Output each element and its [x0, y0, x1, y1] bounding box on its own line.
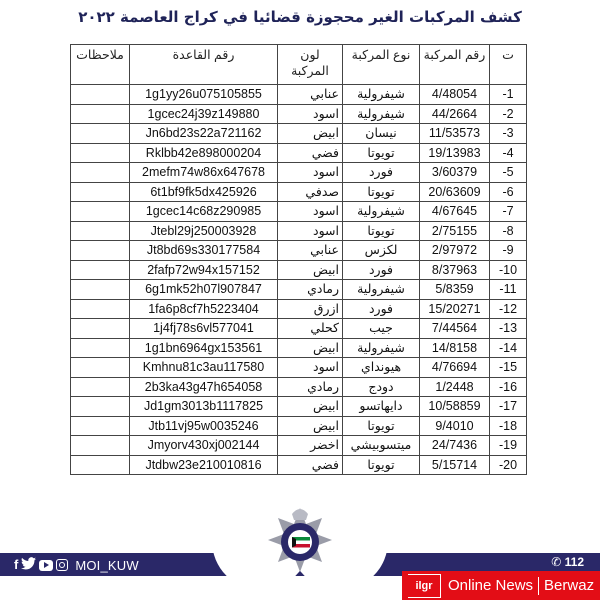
plate-number-cell: 19/13983 [420, 143, 490, 163]
row-index: -14 [490, 338, 527, 358]
vehicle-color-cell: اسود [278, 104, 343, 124]
table-row [71, 299, 527, 319]
row-index: -6 [490, 182, 527, 202]
vehicle-color-cell: ابيض [278, 338, 343, 358]
social-handle[interactable]: MOI_KUW [75, 557, 139, 573]
vehicle-color-cell: اسود [278, 221, 343, 241]
vehicle-color-cell: اسود [278, 358, 343, 378]
watermark-divider [538, 577, 539, 595]
kuwait-police-badge [262, 502, 338, 578]
notes-cell [71, 124, 130, 144]
row-index: -12 [490, 299, 527, 319]
table-row [71, 124, 527, 144]
table-row [71, 163, 527, 183]
vehicle-color-cell: اسود [278, 202, 343, 222]
vehicle-color-cell: اخضر [278, 436, 343, 456]
row-index: -5 [490, 163, 527, 183]
table-row [71, 221, 527, 241]
chassis-number-cell: 1g1yy26u075105855 [130, 85, 278, 105]
notes-cell [71, 436, 130, 456]
vehicle-type-cell: شيفرولية [343, 338, 420, 358]
vehicle-type-cell: دايهاتسو [343, 397, 420, 417]
row-index: -13 [490, 319, 527, 339]
notes-cell [71, 455, 130, 475]
vehicle-type-cell: فورد [343, 260, 420, 280]
header-chassis-number: رقم القاعدة [130, 45, 278, 85]
notes-cell [71, 299, 130, 319]
notes-cell [71, 338, 130, 358]
vehicle-type-cell: شيفرولية [343, 280, 420, 300]
chassis-number-cell: Rklbb42e898000204 [130, 143, 278, 163]
chassis-number-cell: 2b3ka43g47h654058 [130, 377, 278, 397]
table-row [71, 319, 527, 339]
plate-number-cell: 11/53573 [420, 124, 490, 144]
vehicle-type-cell: فورد [343, 163, 420, 183]
table-row [71, 416, 527, 436]
vehicle-color-cell: ازرق [278, 299, 343, 319]
row-index: -11 [490, 280, 527, 300]
row-index: -8 [490, 221, 527, 241]
notes-cell [71, 202, 130, 222]
youtube-icon[interactable] [39, 560, 53, 571]
header-vehicle-color: لون المركبة [278, 45, 343, 85]
row-index: -20 [490, 455, 527, 475]
table-header-row [71, 45, 527, 85]
vehicle-color-cell: رمادي [278, 377, 343, 397]
vehicle-color-cell: فضي [278, 455, 343, 475]
notes-cell [71, 260, 130, 280]
chassis-number-cell: 1j4fj78s6vl577041 [130, 319, 278, 339]
social-links [14, 556, 139, 574]
watermark-label-right: Berwaz [544, 577, 595, 594]
vehicle-type-cell: فورد [343, 299, 420, 319]
header-index: ت [490, 45, 527, 85]
chassis-number-cell: Jtb11vj95w0035246 [130, 416, 278, 436]
vehicle-color-cell: ابيض [278, 416, 343, 436]
plate-number-cell: 8/37963 [420, 260, 490, 280]
table-row [71, 338, 527, 358]
vehicle-color-cell: صدفي [278, 182, 343, 202]
vehicle-type-cell: تويوتا [343, 143, 420, 163]
notes-cell [71, 85, 130, 105]
row-index: -18 [490, 416, 527, 436]
plate-number-cell: 15/20271 [420, 299, 490, 319]
vehicle-type-cell: هيونداي [343, 358, 420, 378]
facebook-icon[interactable]: f [14, 557, 19, 572]
plate-number-cell: 20/63609 [420, 182, 490, 202]
plate-number-cell: 24/7436 [420, 436, 490, 456]
row-index: -17 [490, 397, 527, 417]
row-index: -16 [490, 377, 527, 397]
twitter-icon[interactable] [21, 557, 36, 574]
notes-cell [71, 163, 130, 183]
plate-number-cell: 4/76694 [420, 358, 490, 378]
row-index: -15 [490, 358, 527, 378]
chassis-number-cell: 6g1mk52h07l907847 [130, 280, 278, 300]
vehicle-type-cell: نيسان [343, 124, 420, 144]
vehicle-type-cell: ميتسوبيشي [343, 436, 420, 456]
vehicle-type-cell: شيفرولية [343, 85, 420, 105]
vehicle-type-cell: تويوتا [343, 221, 420, 241]
table-row [71, 143, 527, 163]
chassis-number-cell: 1g1bn6964gx153561 [130, 338, 278, 358]
chassis-number-cell: Jtdbw23e210010816 [130, 455, 278, 475]
chassis-number-cell: Kmhnu81c3au117580 [130, 358, 278, 378]
row-index: -10 [490, 260, 527, 280]
plate-number-cell: 44/2664 [420, 104, 490, 124]
table-row [71, 260, 527, 280]
notes-cell [71, 143, 130, 163]
vehicle-color-cell: ابيض [278, 124, 343, 144]
notes-cell [71, 241, 130, 261]
vehicle-type-cell: تويوتا [343, 455, 420, 475]
table-row [71, 104, 527, 124]
plate-number-cell: 7/44564 [420, 319, 490, 339]
vehicle-type-cell: شيفرولية [343, 202, 420, 222]
vehicle-type-cell: تويوتا [343, 416, 420, 436]
watermark-banner [402, 571, 600, 600]
chassis-number-cell: 1fa6p8cf7h5223404 [130, 299, 278, 319]
row-index: -19 [490, 436, 527, 456]
chassis-number-cell: 1gcec24j39z149880 [130, 104, 278, 124]
row-index: -9 [490, 241, 527, 261]
chassis-number-cell: 1gcec14c68z290985 [130, 202, 278, 222]
chassis-number-cell: 2mefm74w86x647678 [130, 163, 278, 183]
chassis-number-cell: 6t1bf9fk5dx425926 [130, 182, 278, 202]
plate-number-cell: 10/58859 [420, 397, 490, 417]
row-index: -2 [490, 104, 527, 124]
table-row [71, 85, 527, 105]
notes-cell [71, 182, 130, 202]
phone-icon: ✆ [551, 555, 562, 569]
row-index: -4 [490, 143, 527, 163]
table-row [71, 241, 527, 261]
phone-contact[interactable] [551, 555, 584, 569]
chassis-number-cell: Jt8bd69s330177584 [130, 241, 278, 261]
page-title: كشف المركبات الغير محجوزة قضائيا في كراج العاصمة ٢٠٢٢ [78, 8, 522, 26]
notes-cell [71, 280, 130, 300]
table-row [71, 358, 527, 378]
notes-cell [71, 397, 130, 417]
table-body [71, 85, 527, 475]
notes-cell [71, 319, 130, 339]
instagram-icon[interactable] [56, 559, 68, 571]
vehicle-table [70, 44, 527, 475]
plate-number-cell: 14/8158 [420, 338, 490, 358]
header-notes: ملاحظات [71, 45, 130, 85]
chassis-number-cell: Jtebl29j250003928 [130, 221, 278, 241]
notes-cell [71, 104, 130, 124]
vehicle-color-cell: اسود [278, 163, 343, 183]
chassis-number-cell: 2fafp72w94x157152 [130, 260, 278, 280]
plate-number-cell: 4/67645 [420, 202, 490, 222]
notes-cell [71, 358, 130, 378]
vehicle-color-cell: ابيض [278, 260, 343, 280]
phone-number: 112 [564, 555, 584, 569]
row-index: -1 [490, 85, 527, 105]
table-row [71, 436, 527, 456]
table-row [71, 455, 527, 475]
vehicle-color-cell: عنابي [278, 85, 343, 105]
header-vehicle-type: نوع المركبة [343, 45, 420, 85]
plate-number-cell: 3/60379 [420, 163, 490, 183]
vehicle-color-cell: ابيض [278, 397, 343, 417]
plate-number-cell: 5/8359 [420, 280, 490, 300]
vehicle-type-cell: دودج [343, 377, 420, 397]
plate-number-cell: 2/75155 [420, 221, 490, 241]
plate-number-cell: 1/2448 [420, 377, 490, 397]
table-row [71, 280, 527, 300]
plate-number-cell: 5/15714 [420, 455, 490, 475]
table-row [71, 182, 527, 202]
chassis-number-cell: Jd1gm3013b1117825 [130, 397, 278, 417]
vehicle-color-cell: عنابي [278, 241, 343, 261]
plate-number-cell: 9/4010 [420, 416, 490, 436]
vehicle-type-cell: جيب [343, 319, 420, 339]
table-row [71, 377, 527, 397]
notes-cell [71, 377, 130, 397]
vehicle-type-cell: لكزس [343, 241, 420, 261]
vehicle-color-cell: رمادي [278, 280, 343, 300]
chassis-number-cell: Jn6bd23s22a721162 [130, 124, 278, 144]
vehicle-type-cell: تويوتا [343, 182, 420, 202]
notes-cell [71, 416, 130, 436]
table-row [71, 397, 527, 417]
vehicle-color-cell: كحلي [278, 319, 343, 339]
header-plate-number: رقم المركبة [420, 45, 490, 85]
table-row [71, 202, 527, 222]
vehicle-color-cell: فضي [278, 143, 343, 163]
row-index: -3 [490, 124, 527, 144]
row-index: -7 [490, 202, 527, 222]
plate-number-cell: 4/48054 [420, 85, 490, 105]
notes-cell [71, 221, 130, 241]
plate-number-cell: 2/97972 [420, 241, 490, 261]
online-news-logo-icon: ilgr [408, 574, 441, 598]
vehicle-type-cell: شيفرولية [343, 104, 420, 124]
chassis-number-cell: Jmyorv430xj002144 [130, 436, 278, 456]
watermark-label-left: Online News [448, 577, 534, 594]
